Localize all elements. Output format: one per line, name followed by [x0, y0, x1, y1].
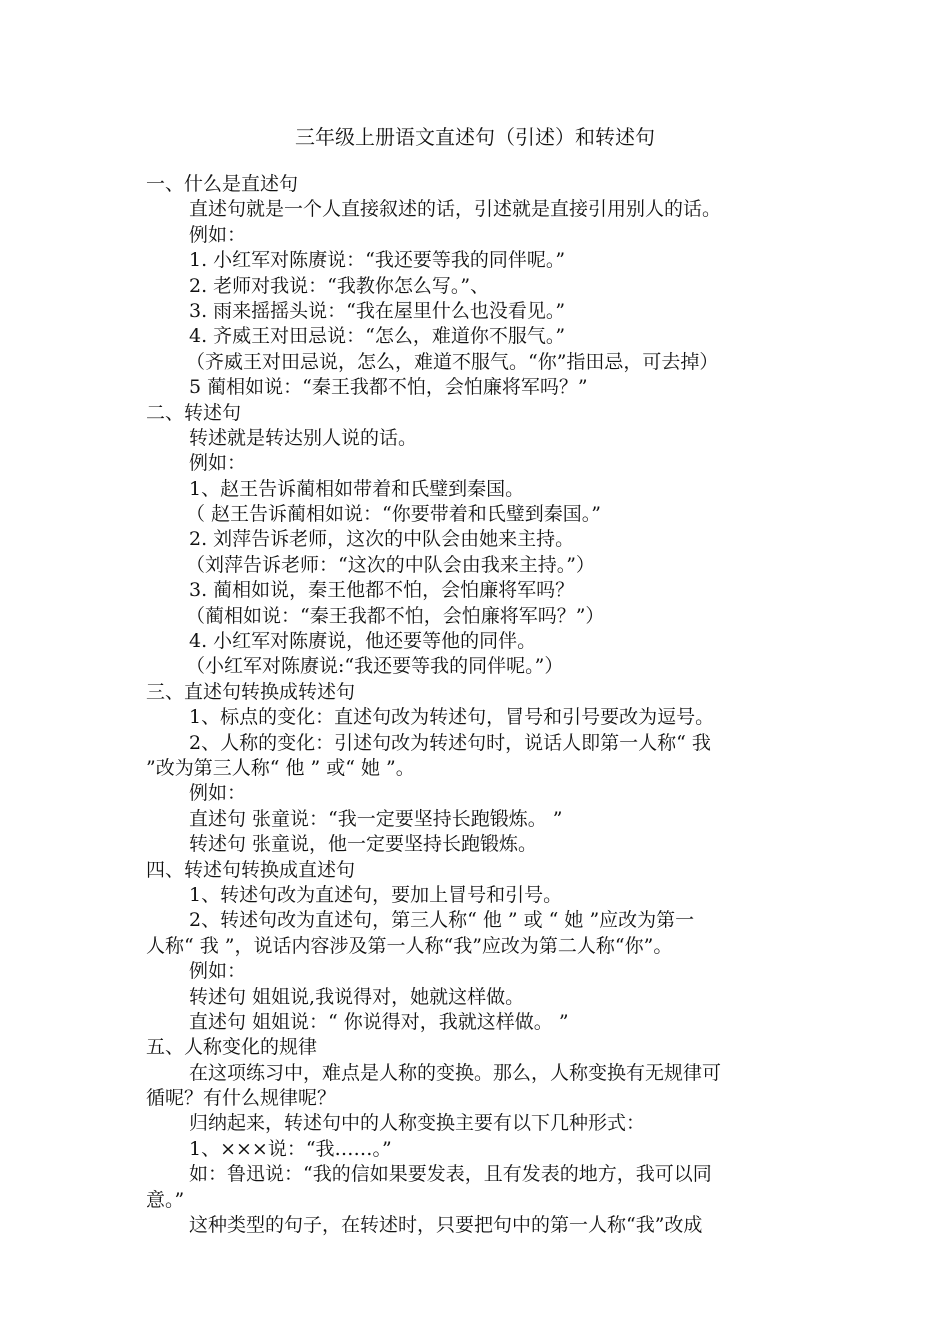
text-line: 例如： [189, 452, 247, 475]
text-line: 如：鲁迅说：“我的信如果要发表，且有发表的地方，我可以同 [189, 1163, 712, 1186]
text-line: 2. 老师对我说：“我教你怎么写。”、 [189, 274, 490, 297]
text-line: 2、人称的变化：引述句改为转述句时，说话人即第一人称“ 我 [189, 731, 711, 754]
text-line: 1. 小红军对陈赓说：“我还要等我的同伴呢。” [189, 249, 566, 272]
text-line: 人称“ 我 ”，说话内容涉及第一人称“我”应改为第二人称“你”。 [146, 934, 673, 957]
text-line: 直述句 张童说：“我一定要坚持长跑锻炼。 ” [189, 807, 563, 830]
document-title: 三年级上册语文直述句（引述）和转述句 [295, 125, 655, 149]
text-line: 1、转述句改为直述句，要加上冒号和引号。 [189, 883, 563, 906]
text-line: （小红军对陈赓说:“我还要等我的同伴呢。”） [186, 655, 564, 678]
text-line: 例如： [189, 960, 247, 983]
text-line: 1、赵王告诉蔺相如带着和氏璧到秦国。 [189, 477, 525, 500]
text-line: 意。” [146, 1188, 185, 1211]
text-line: 4. 小红军对陈赓说，他还要等他的同伴。 [189, 630, 537, 653]
section-heading: 五、人称变化的规律 [146, 1036, 318, 1059]
text-line: 转述句 姐姐说,我说得对，她就这样做。 [189, 985, 525, 1008]
text-line: 1、标点的变化：直述句改为转述句，冒号和引号要改为逗号。 [189, 706, 715, 729]
text-line: 归纳起来，转述句中的人称变换主要有以下几种形式： [189, 1112, 646, 1135]
text-line: 3. 蔺相如说，秦王他都不怕，会怕廉将军吗？ [189, 579, 575, 602]
text-line: 3. 雨来摇摇头说：“我在屋里什么也没看见。” [189, 299, 566, 322]
text-line: 转述就是转达别人说的话。 [189, 426, 418, 449]
text-line: 在这项练习中，难点是人称的变换。那么，人称变换有无规律可 [189, 1061, 722, 1084]
text-line: （齐威王对田忌说，怎么，难道不服气。“你”指田忌，可去掉） [186, 350, 719, 373]
text-line: 例如： [189, 223, 247, 246]
text-line: 转述句 张童说，他一定要坚持长跑锻炼。 [189, 833, 538, 856]
text-line: 循呢？有什么规律呢？ [146, 1087, 337, 1110]
section-heading: 二、转述句 [146, 401, 242, 424]
text-line: 4. 齐威王对田忌说：“怎么，难道你不服气。” [189, 325, 566, 348]
text-line: ”改为第三人称“ 他 ” 或“ 她 ”。 [146, 756, 415, 779]
text-line: （刘萍告诉老师：“这次的中队会由我来主持。”） [186, 553, 595, 576]
section-heading: 一、什么是直述句 [146, 173, 299, 195]
section-heading: 三、直述句转换成转述句 [146, 680, 356, 703]
text-line: 2、转述句改为直述句，第三人称“ 他 ” 或 “ 她 ”应改为第一 [189, 909, 695, 932]
text-line: 2. 刘萍告诉老师，这次的中队会由她来主持。 [189, 528, 575, 551]
section-heading: 四、转述句转换成直述句 [146, 858, 356, 881]
document-body [146, 172, 810, 1238]
text-line: 1、×××说：“我……。” [189, 1137, 392, 1160]
text-line: 直述句就是一个人直接叙述的话，引述就是直接引用别人的话。 [189, 198, 722, 221]
text-line: 直述句 姐姐说：“ 你说得对，我就这样做。 ” [189, 1010, 569, 1033]
text-line: 例如： [189, 782, 247, 805]
text-line: （蔺相如说：“秦王我都不怕，会怕廉将军吗？”） [186, 604, 605, 627]
text-line: 5 蔺相如说：“秦王我都不怕，会怕廉将军吗？” [189, 376, 588, 399]
text-line: 这种类型的句子，在转述时，只要把句中的第一人称“我”改成 [189, 1214, 703, 1237]
text-line: （ 赵王告诉蔺相如说：“你要带着和氏璧到秦国。” [186, 503, 601, 526]
